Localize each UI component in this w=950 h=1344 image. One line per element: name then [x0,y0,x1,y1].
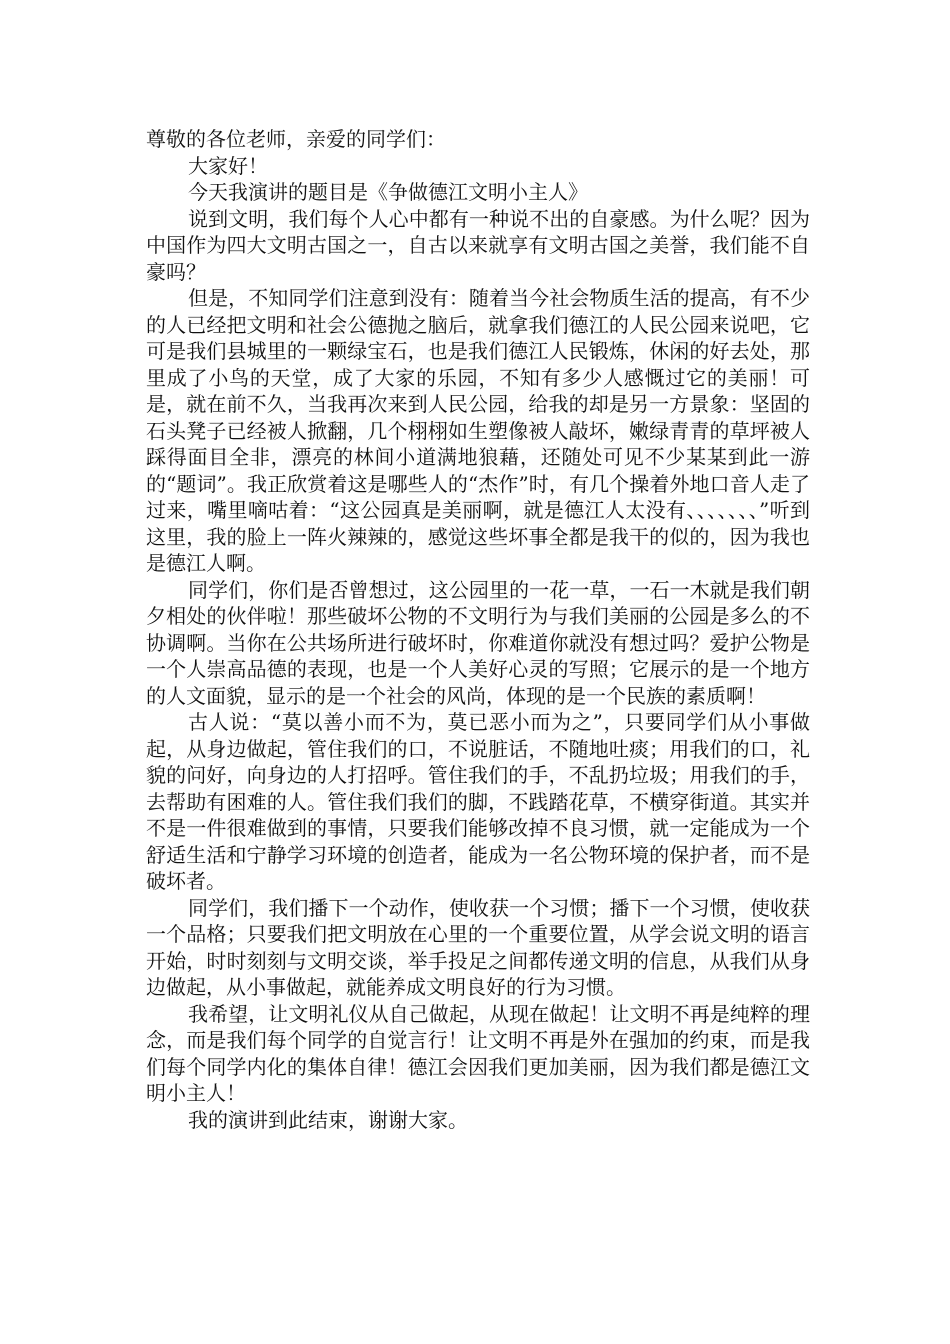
body-paragraph: 我希望，让文明礼仪从自己做起，从现在做起！让文明不再是纯粹的理念，而是我们每个同学的自觉言行！让文明不再是外在强加的约束，而是我们每个同学内化的集体自律！德江会因我们更加美丽，因为我们都是德江文明小主人！ [146,1001,810,1105]
salutation: 尊敬的各位老师，亲爱的同学们： [146,127,446,151]
body-paragraph: 说到文明，我们每个人心中都有一种说不出的自豪感。为什么呢？因为中国作为四大文明古国之一，自古以来就享有文明古国之美誉，我们能不自豪吗？ [146,206,810,284]
body-paragraph: 同学们，你们是否曾想过，这公园里的一花一草，一石一木就是我们朝夕相处的伙伴啦！那些破坏公物的不文明行为与我们美丽的公园是多么的不协调啊。当你在公共场所进行破坏时，你难道你就没有想过吗？爱护公物是一个人崇高品德的表现，也是一个人美好心灵的写照；它展示的是一个地方的人文面貌，显示的是一个社会的风尚，体现的是一个民族的素质啊！ [146,577,810,708]
speech-title-paragraph: 今天我演讲的题目是《争做德江文明小主人》 [188,180,588,204]
greeting-paragraph: 大家好！ [188,153,268,178]
body-paragraph: 但是，不知同学们注意到没有：随着当今社会物质生活的提高，有不少的人已经把文明和社会公德抛之脑后，就拿我们德江的人民公园来说吧，它可是我们县城里的一颗绿宝石，也是我们德江人民锻炼，休闲的好去处，那里成了小鸟的天堂，成了大家的乐园，不知有多少人感慨过它的美丽！可是，就在前不久，当我再次来到人民公园，给我的却是另一方景象：坚固的石头凳子已经被人掀翻，几个栩栩如生塑像被人敲坏，嫩绿青青的草坪被人踩得面目全非，漂亮的林间小道满地狼藉，还随处可见不少某某到此一游的“题词”。我正欣赏着这是哪些人的“杰作”时，有几个操着外地口音人走了过来，嘴里嘀咕着：“这公园真是美丽啊，就是德江人太没有、、、、、、、”听到这里，我的脸上一阵火辣辣的，感觉这些坏事全都是我干的似的，因为我也是德江人啊。 [146,286,810,575]
closing-paragraph: 我的演讲到此结束，谢谢大家。 [188,1107,468,1132]
body-paragraph: 同学们，我们播下一个动作，使收获一个习惯；播下一个习惯，使收获一个品格；只要我们把文明放在心里的一个重要位置，从学会说文明的语言开始，时时刻刻与文明交谈，举手投足之间都传递文明的信息，从我们从身边做起，从小事做起，就能养成文明良好的行为习惯。 [146,895,810,999]
speech-document [146,126,810,1133]
body-paragraph: 古人说：“莫以善小而不为，莫已恶小而为之”，只要同学们从小事做起，从身边做起，管住我们的口，不说脏话，不随地吐痰；用我们的口，礼貌的问好，向身边的人打招呼。管住我们的手，不乱扔垃圾；用我们的手，去帮助有困难的人。管住我们我们的脚，不践踏花草，不横穿街道。其实并不是一件很难做到的事情，只要我们能够改掉不良习惯，就一定能成为一个舒适生活和宁静学习环境的创造者，能成为一名公物环境的保护者，而不是破坏者。 [146,710,810,893]
